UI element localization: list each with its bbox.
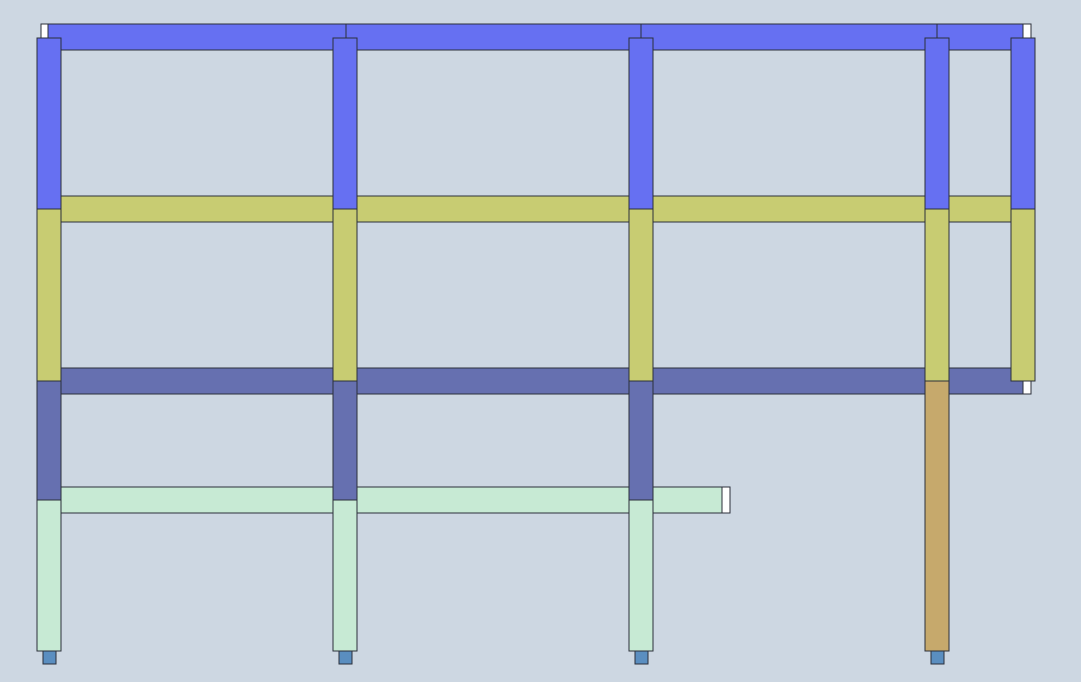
- beam-level-3-bay-3: [653, 196, 937, 222]
- support-c: [635, 651, 648, 664]
- column-d-level-3: [925, 209, 949, 381]
- column-a-level-3: [37, 209, 61, 381]
- column-d-lower: [925, 381, 949, 651]
- column-c-level-3: [629, 209, 653, 381]
- beam-level-1-bay-1: [61, 487, 346, 513]
- column-c-level-4: [629, 38, 653, 209]
- column-b-level-4: [333, 38, 357, 209]
- support-b: [339, 651, 352, 664]
- column-b-level-2: [333, 381, 357, 500]
- beam-level-2-bay-1: [61, 368, 346, 394]
- column-a-level-1: [37, 500, 61, 651]
- beam-level-2-bay-2: [357, 368, 641, 394]
- column-d-level-4: [925, 38, 949, 209]
- column-c-level-2: [629, 381, 653, 500]
- supports: [43, 651, 944, 664]
- support-d: [931, 651, 944, 664]
- beam-level-1-bay-3: [653, 487, 723, 513]
- column-b-level-3: [333, 209, 357, 381]
- column-e-level-4: [1011, 38, 1035, 209]
- column-a-level-4: [37, 38, 61, 209]
- beam-level-3-bay-1: [61, 196, 346, 222]
- column-e-level-3: [1011, 209, 1035, 381]
- beam-level-2-end-cap-right: [1023, 380, 1031, 394]
- beam-level-2-bay-3: [653, 368, 937, 394]
- beam-level-3-bay-2: [357, 196, 641, 222]
- columns: [37, 38, 1035, 651]
- beam-level-1-bay-2: [357, 487, 641, 513]
- beam-level-1-end-cap-right: [722, 487, 730, 513]
- beam-level-4-bay-1: [47, 24, 346, 50]
- support-a: [43, 651, 56, 664]
- beam-level-4-bay-2: [346, 24, 641, 50]
- column-b-level-1: [333, 500, 357, 651]
- column-a-level-2: [37, 381, 61, 500]
- beams: [41, 24, 1031, 513]
- beam-level-4-bay-3: [641, 24, 937, 50]
- column-c-level-1: [629, 500, 653, 651]
